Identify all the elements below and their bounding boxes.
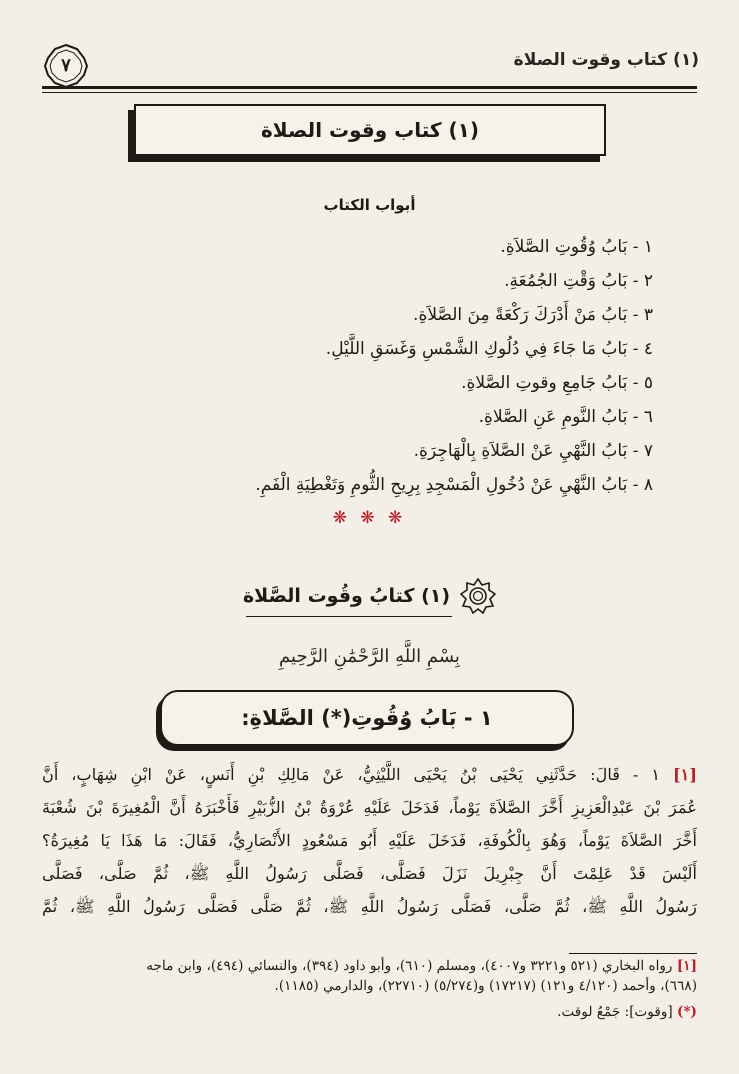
- toc-item: ٦ - بَابُ النَّومِ عَنِ الصَّلاةِ.: [478, 407, 653, 427]
- hadith-number: [١]: [672, 765, 697, 784]
- footnote-1-continued: (٦٦٨)، وأحمد (٤/١٢٠ و١٢١) (١٧٢١٧) و(٥/٢٧٤) (٢٢٧١٠)، والدارمي (١١٨٥).: [274, 978, 697, 994]
- footnote-1-mark: [١]: [676, 958, 697, 974]
- hadith-line: عُمَرَ بْنَ عَبْدِالْعَزِيزِ أَخَّرَ الصَّلاَةَ يَوْماً، فَدَخَلَ عَلَيْهِ عُرْوَةُ بْنُ الزُّبَيْرِ فَأَخْبَرَهُ أَنَّ الْمُغِيرَةَ بْنَ شُعْبَةَ: [42, 798, 697, 817]
- star-ornament-icon: [460, 578, 496, 614]
- basmala: بِسْمِ اللَّهِ الرَّحْمَٰنِ الرَّحِيمِ: [279, 646, 460, 667]
- footnote-1: [42, 958, 697, 974]
- toc-item: ٧ - بَابُ النَّهْيِ عَنْ الصَّلاَةِ بِالْهَاجِرَةِ.: [413, 441, 653, 461]
- footnote-2-text: [وقوت]: جَمْعُ لوقت.: [557, 1004, 673, 1020]
- toc-item: ٥ - بَابُ جَامِعِ وقوتِ الصَّلاةِ.: [461, 373, 653, 393]
- hadith-line: أَلَيْسَ قَدْ عَلِمْتَ أَنَّ جِبْرِيلَ نَزَلَ فَصَلَّى، فَصَلَّى رَسُولُ اللَّهِ ﷺ، ثُمَّ صَلَّى، فَصَلَّى: [42, 864, 697, 883]
- toc-item: ٢ - بَابُ وَقْتِ الجُمُعَةِ.: [504, 271, 653, 291]
- sub-heading-rule: [246, 616, 452, 617]
- book-title-frame: [134, 104, 606, 156]
- toc-item: ١ - بَابُ وُقُوتِ الصَّلاَةِ.: [500, 237, 653, 257]
- book-title: (١) كتاب وقوت الصلاة: [260, 118, 480, 142]
- toc-list: [80, 230, 653, 502]
- running-header: [40, 44, 699, 86]
- header-rule-thin: [42, 92, 697, 93]
- hadith-text: [42, 758, 697, 923]
- bab-title: ١ - بَابُ وُقُوتِ(*) الصَّلاةِ:: [241, 706, 493, 730]
- toc-item: ٤ - بَابُ مَا جَاءَ فِي دُلُوكِ الشَّمْسِ وَغَسَقِ اللَّيْلِ.: [325, 339, 653, 359]
- hadith-line-text: ١ - قَالَ: حَدَّثَنِي يَحْيَى بْنُ يَحْيَى اللَّيْثِيُّ، عَنْ مَالِكِ بْنِ أَنَسٍ، عَنْ ابْنِ شِهَابٍ، أَنَّ: [42, 765, 661, 784]
- bab-title-frame: [160, 690, 574, 746]
- sub-heading: [0, 578, 739, 618]
- hadith-line: [42, 758, 697, 791]
- header-rule-thick: [42, 86, 697, 89]
- hadith-line: رَسُولُ اللَّهِ ﷺ، ثُمَّ صَلَّى، فَصَلَّى رَسُولُ اللَّهِ ﷺ، ثُمَّ صَلَّى فَصَلَّى رَسُولُ اللَّهِ ﷺ، ثُمَّ: [42, 897, 697, 916]
- toc-item: ٣ - بَابُ مَنْ أَدْرَكَ رَكْعَةً مِنَ الصَّلاَةِ.: [413, 305, 653, 325]
- footnote-2-mark: (*): [677, 1004, 697, 1020]
- footnote-1-text: رواه البخاري (٥٢١ و٣٢٢١ و٤٠٠٧)، ومسلم (٦١٠)، وأبو داود (٣٩٤)، والنسائي (٤٩٤)، وابن ماجه: [146, 958, 673, 974]
- toc-title: أبواب الكتاب: [323, 196, 416, 214]
- footnote-rule: [569, 953, 697, 954]
- page-number: ٧: [61, 55, 71, 76]
- sub-heading-text: (١) كتابُ وقُوت الصَّلاة: [242, 585, 451, 607]
- toc-item: ٨ - بَابُ النَّهْيِ عَنْ دُخُولِ الْمَسْجِدِ بِرِيحِ الثُّومِ وَتَغْطِيَةِ الْفَمِ.: [255, 475, 653, 495]
- running-title: (١) كتاب وقوت الصلاة: [513, 50, 699, 70]
- hadith-line: أَخَّرَ الصَّلاَةَ يَوْماً، وَهُوَ بِالْكُوفَةِ، فَدَخَلَ عَلَيْهِ أَبُو مَسْعُودٍ الأَنْصَارِيُّ، فَقَالَ: مَا هَذَا يَا مُغِيرَةُ؟: [42, 831, 697, 850]
- footnote-2: [42, 1004, 697, 1020]
- section-separator: ❋ ❋ ❋: [332, 508, 407, 528]
- page-number-badge: [44, 44, 88, 88]
